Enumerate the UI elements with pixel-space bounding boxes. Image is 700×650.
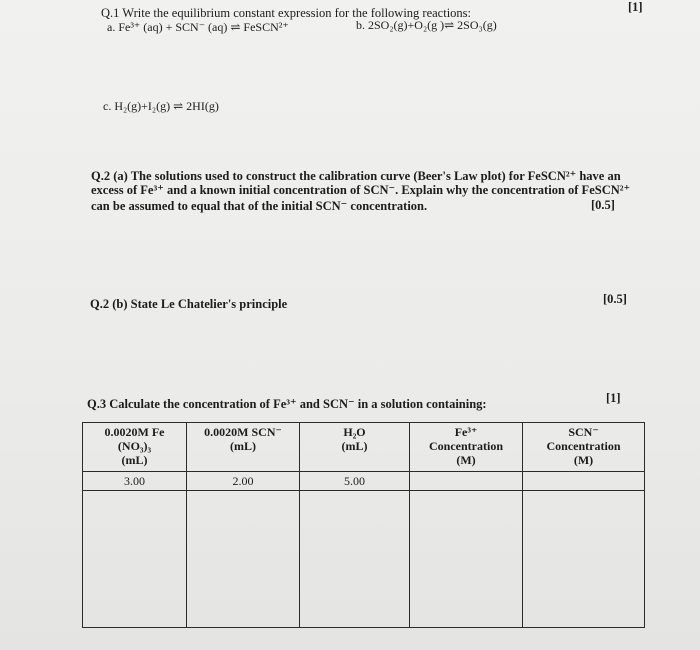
header-fe-nitrate-line-3: (mL)	[121, 453, 148, 467]
header-scn-conc-line-1: SCN⁻	[568, 425, 599, 439]
q3-text: Q.3 Calculate the concentration of Fe³⁺ and SCN⁻ in a solution containing:	[87, 397, 487, 411]
header-fe-conc-line-1: Fe³⁺	[454, 425, 478, 439]
q2a-line-1: Q.2 (a) The solutions used to construct the calibration curve (Beer's Law plot) for FeSCN²⁺ have an	[91, 169, 621, 183]
q1-prompt: Q.1 Write the equilibrium constant expression for the following reactions:	[101, 6, 472, 20]
q2b-marks: [0.5]	[603, 292, 627, 306]
cell-blank	[83, 491, 187, 628]
q1-reaction-c: c. H₂(g)+I₂(g) ⇌ 2HI(g)	[103, 99, 219, 113]
header-scn-conc-line-3: (M)	[573, 453, 594, 467]
q3-data-table	[82, 422, 645, 628]
cell-scn-concentration	[523, 472, 645, 491]
q3-marks: [1]	[606, 391, 621, 405]
q2b-text: Q.2 (b) State Le Chatelier's principle	[90, 297, 288, 311]
q1-reaction-b: b. 2SO₂(g)+O₂(g )⇌ 2SO₃(g)	[356, 18, 497, 32]
q1-reaction-a: a. Fe³⁺ (aq) + SCN⁻ (aq) ⇌ FeSCN²⁺	[107, 20, 289, 34]
q2a-marks: [0.5]	[591, 198, 615, 212]
cell-fe-nitrate-volume: 3.00	[83, 472, 187, 491]
cell-scn-volume: 2.00	[187, 472, 300, 491]
cell-fe-concentration	[410, 472, 523, 491]
table-blank-space	[83, 491, 645, 628]
header-water-line-1: H₂O	[343, 425, 366, 439]
header-scn-line-1: 0.0020M SCN⁻	[204, 425, 282, 439]
header-fe-conc-line-2: Concentration	[429, 439, 503, 453]
header-fe-conc-line-3: (M)	[456, 453, 476, 467]
header-fe-concentration	[410, 423, 523, 472]
header-scn-line-2: (mL)	[230, 439, 256, 453]
header-scn	[187, 423, 300, 472]
q2a-line-3: can be assumed to equal that of the initial SCN⁻ concentration.	[91, 199, 428, 213]
table-header-row	[83, 423, 645, 472]
q1-marks: [1]	[628, 0, 643, 14]
header-fe-nitrate	[83, 423, 187, 472]
header-scn-conc-line-2: Concentration	[546, 439, 621, 453]
header-fe-nitrate-line-1: 0.0020M Fe	[104, 425, 165, 439]
q2a-line-2: excess of Fe³⁺ and a known initial concentration of SCN⁻. Explain why the concentration of FeSCN²⁺	[91, 183, 631, 197]
cell-blank	[187, 491, 300, 628]
header-water	[300, 423, 410, 472]
cell-blank	[410, 491, 523, 628]
header-water-line-2: (mL)	[341, 439, 368, 453]
table-row	[83, 472, 645, 491]
header-scn-concentration	[523, 423, 645, 472]
cell-blank	[523, 491, 645, 628]
header-fe-nitrate-line-2: (NO₃)₃	[117, 439, 152, 453]
cell-water-volume: 5.00	[300, 472, 410, 491]
cell-blank	[300, 491, 410, 628]
